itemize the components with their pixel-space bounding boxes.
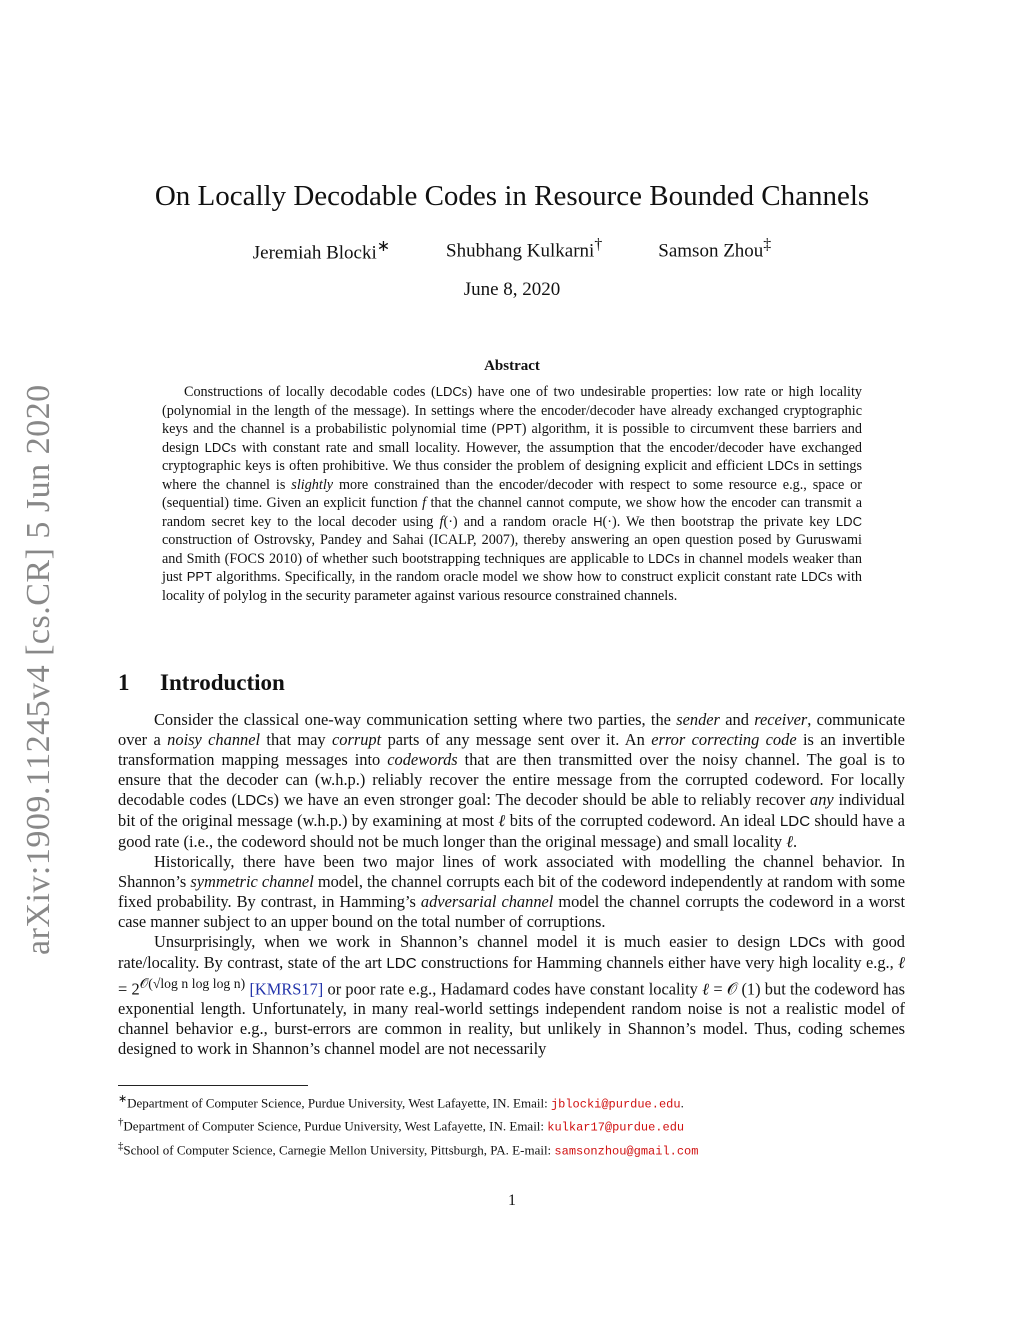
section-title: Introduction [160, 670, 285, 695]
inline-sf: PPT [496, 421, 522, 436]
inline-sf: LDC [779, 813, 811, 830]
paragraph-1: Consider the classical one-way communication setting where two parties, the sender and receiver, communicate over a noisy channel that may corrupt parts of any message sent over it. An error correcting code is an invertible transformation mapping messages into codewords that are then transmitted over the noisy channel. The goal is to ensure that the decoder can (w.h.p.) reliably recover the entire message from the corrupted codeword. For locally decodable codes (LDCs) we have an even stronger goal: The decoder should be able to reliably recover any individual bit of the original message (w.h.p.) by examining at most ℓ bits of the corrupted codeword. An ideal LDC should have a good rate (i.e., the codeword should not be much longer than the original message) and small locality ℓ. [118, 710, 905, 851]
footnote-3: ‡School of Computer Science, Carnegie Mellon University, Pittsburgh, PA. E-mail: samsonzhou@gmail.com [118, 1139, 699, 1158]
inline-em: ℓ [898, 953, 905, 972]
paper-title: On Locally Decodable Codes in Resource Bounded Channels [154, 180, 870, 212]
inline-em: noisy channel [167, 730, 261, 749]
inline-em: any [810, 790, 834, 809]
email-link-1[interactable]: jblocki@purdue.edu [550, 1097, 681, 1112]
inline-sf: LDC [800, 569, 828, 584]
body-text [118, 710, 905, 1059]
inline-sf: LDC [386, 955, 417, 972]
arxiv-identifier: arXiv:1909.11245v4 [cs.CR] 5 Jun 2020 [20, 384, 57, 955]
inline-sf: LDC [789, 934, 820, 951]
inline-sf: LDC [648, 550, 675, 566]
inline-em: receiver [754, 710, 808, 729]
page-number: 1 [508, 1192, 516, 1209]
abstract-heading: Abstract [484, 358, 540, 374]
abstract-text: Constructions of locally decodable codes (LDCs) have one of two undesirable properties: low rate or high locality (polynomial in the length of the message). In settings where the encoder/decoder have already exchanged cryptographic keys and the channel is a probabilistic polynomial time (PPT) algorithm, it is possible to circumvent these barriers and design LDCs with constant rate and small locality. However, the assumption that the encoder/decoder have exchanged cryptographic keys is often prohibitive. We thus consider the problem of designing explicit and efficient LDCs in settings where the channel is slightly more constrained than the encoder/decoder with respect to some resource e.g., space or (sequential) time. Given an explicit function f that the channel cannot compute, we show how the encoder can transmit a random secret key to the local decoder using f(·) and a random oracle H(·). We then bootstrap the private key LDC construction of Ostrovsky, Pandey and Sahai (ICALP, 2007), thereby answering an open question posed by Guruswami and Smith (FOCS 2010) of whether such bootstrapping techniques are applicable to LDCs in channel models weaker than just PPT algorithms. Specifically, in the random oracle model we show how to construct explicit constant rate LDCs with locality of polylog in the security parameter against various resource constrained channels. [162, 384, 863, 604]
inline-em: adversarial channel [420, 892, 554, 911]
inline-sf: LDC [435, 384, 462, 399]
paragraph-3: Unsurprisingly, when we work in Shannon’s channel model it is much easier to design LDCs with good rate/locality. By contrast, state of the art LDC constructions for Hamming channels either have very high locality e.g., ℓ = $2^{𝒪(√log n log log n)}$ [KMRS17] or poor rate e.g., Hadamard codes have constant locality ℓ = 𝒪 (1) but the codeword has exponential length. Unfortunately, in many real-world settings independent random noise is not a realistic model of channel behavior e.g., burst-errors are common in reality, but unlikely in Shannon’s model. Thus, coding schemes designed to work in Shannon’s channel model are not necessarily [118, 932, 906, 1059]
inline-sf: PPT [186, 569, 213, 584]
inline-em: ℓ [786, 832, 794, 851]
email-link-2[interactable]: kulkar17@purdue.edu [547, 1120, 685, 1135]
inline-em: ℓ [702, 979, 710, 999]
inline-em: f [422, 495, 427, 511]
inline-sf: LDC [236, 792, 268, 809]
footnote-2: †Department of Computer Science, Purdue University, West Lafayette, IN. Email: kulkar17@purdue.edu [118, 1116, 685, 1135]
inline-sf: LDC [204, 439, 231, 455]
paper-date: June 8, 2020 [463, 279, 561, 300]
footnote-rule [118, 1085, 308, 1086]
inline-em: slightly [291, 476, 334, 493]
footnote-1: ∗Department of Computer Science, Purdue University, West Lafayette, IN. Email: jblocki@purdue.edu. [118, 1093, 684, 1112]
inline-em: f [439, 513, 444, 530]
inline-sf: LDC [767, 458, 794, 473]
footnotes [118, 1090, 918, 1160]
email-link-3[interactable]: samsonzhou@gmail.com [554, 1143, 699, 1158]
inline-em: corrupt [332, 730, 382, 749]
inline-sf: H [593, 513, 603, 529]
inline-em: error correcting code [651, 730, 797, 749]
citation-link[interactable]: [KMRS17] [249, 979, 324, 999]
inline-em: sender [676, 710, 720, 729]
author-3: Samson Zhou‡ [658, 236, 772, 262]
inline-em: ℓ [498, 811, 506, 830]
inline-em: codewords [387, 750, 458, 769]
author-list [0, 236, 1024, 264]
author-2: Shubhang Kulkarni† [446, 236, 603, 262]
paragraph-2: Historically, there have been two major lines of work associated with modelling the channel behavior. In Shannon’s symmetric channel model, the channel corrupts each bit of the codeword independently at random with some fixed probability. By contrast, in Hamming’s adversarial channel model the channel corrupts the codeword in a worst case manner subject to an upper bound on the total number of corruptions. [118, 852, 906, 931]
section-heading [118, 670, 285, 696]
inline-sup: 𝒪(√log n log log n) [139, 976, 246, 991]
section-number: 1 [118, 670, 130, 695]
inline-sf: LDC [835, 513, 863, 529]
author-1: Jeremiah Blocki∗ [252, 238, 391, 264]
inline-em: symmetric channel [190, 872, 314, 891]
